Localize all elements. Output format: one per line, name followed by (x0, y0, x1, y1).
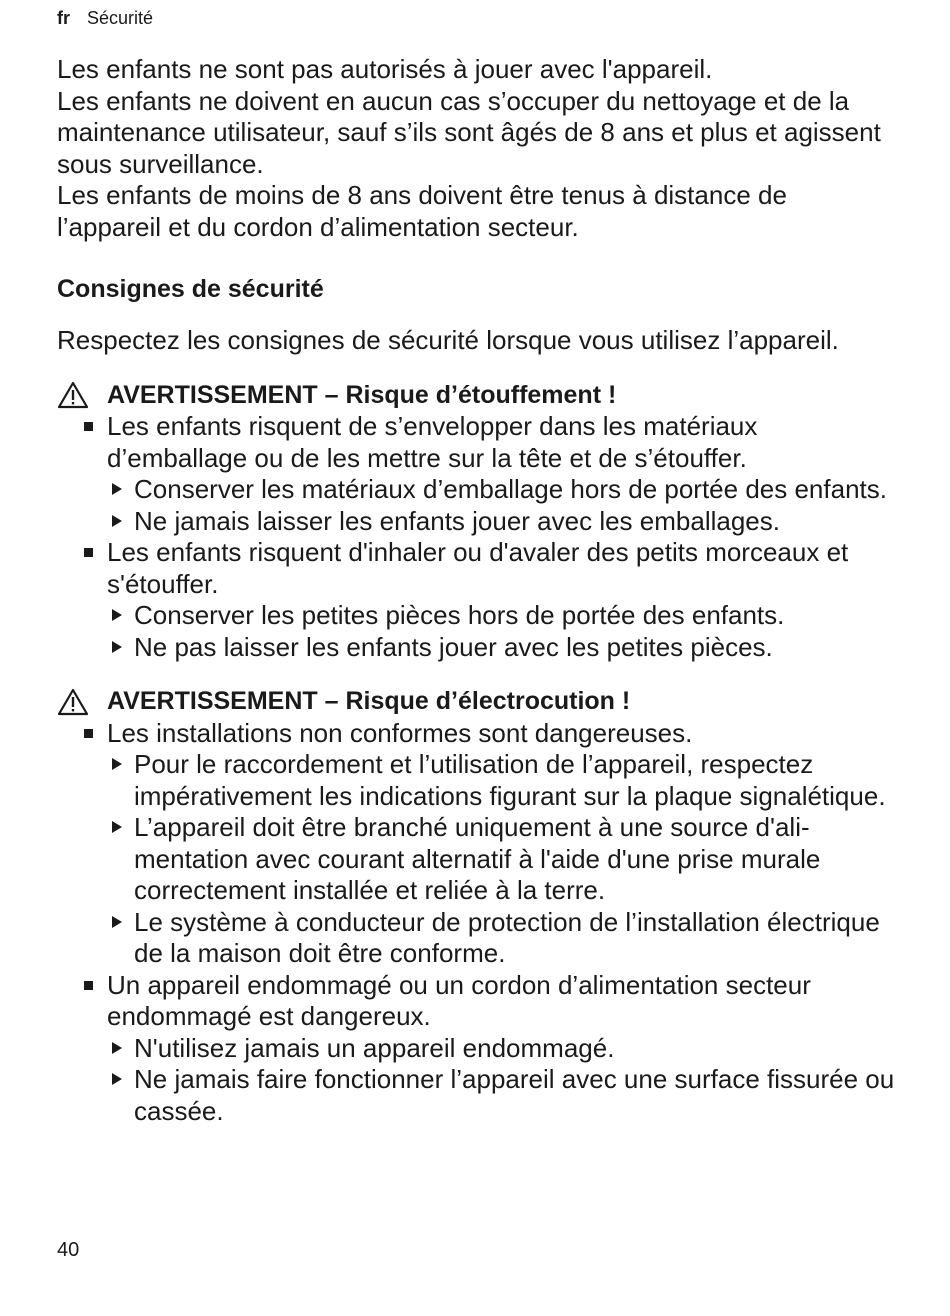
warning-item (57, 537, 897, 600)
action-step-text: Ne jamais laisser les enfants jouer avec les emballages. (134, 505, 780, 536)
action-step-text: Pour le raccordement et l’utilisation de l’appareil, respectez impérativement les indications figurant sur la plaque signalétique. (134, 749, 886, 811)
arrow-right-icon (112, 483, 122, 495)
action-step (57, 749, 897, 812)
action-step-text: Conserver les petites pièces hors de portée des enfants. (134, 600, 785, 630)
section-heading: Consignes de sécurité (57, 275, 324, 303)
action-step (57, 632, 897, 664)
page-number: 40 (57, 1239, 80, 1261)
action-step-text: Ne pas laisser les enfants jouer avec les petites pièces. (134, 631, 773, 662)
warning-item-text: Les enfants risquent de s’envelopper dans les matériaux d’emballage ou de les mettre sur la tête et de s’étouffer. (107, 411, 758, 473)
arrow-right-icon (112, 758, 122, 770)
page-header (57, 8, 153, 29)
action-step-text: N'utilisez jamais un appareil endommagé. (134, 1032, 615, 1063)
action-step-text: L’appareil doit être branché uniquement à une source d'alimentation avec courant alternatif à l'aide d'une prise murale correctement installée et reliée à la terre. (134, 812, 821, 905)
page-content (57, 54, 897, 1127)
action-step (57, 907, 897, 970)
action-step-text: Le système à conducteur de protection de l’installation électrique de la maison doit être conforme. (134, 906, 880, 968)
action-step (57, 1064, 897, 1127)
arrow-right-icon (112, 1042, 122, 1054)
arrow-right-icon (112, 821, 122, 833)
intro-paragraph: Les enfants de moins de 8 ans doivent être tenus à distance de l’appareil et du cordon d’alimentation secteur. (57, 180, 787, 242)
arrow-right-icon (112, 609, 122, 621)
section-intro: Respectez les consignes de sécurité lorsque vous utilisez l’appareil. (57, 325, 839, 355)
bullet-square-icon (84, 729, 93, 738)
warning-suffocation (57, 380, 897, 664)
warning-triangle-icon (57, 688, 89, 716)
warning-item-text: Les enfants risquent d'inhaler ou d'avaler des petits morceaux et s'étouffer. (107, 537, 849, 599)
warning-title: AVERTISSEMENT – Risque d’électrocution ! (107, 687, 631, 715)
action-step (57, 506, 897, 538)
warning-electrocution (57, 686, 897, 1127)
warning-item (57, 970, 897, 1033)
arrow-right-icon (112, 1073, 122, 1085)
bullet-square-icon (84, 548, 93, 557)
warning-triangle-icon (57, 381, 89, 409)
warning-item-text: Les installations non conformes sont dangereuses. (107, 717, 693, 748)
section-name: Sécurité (87, 8, 154, 28)
intro-paragraph: Les enfants ne doivent en aucun cas s’occuper du nettoyage et de la maintenance utilisateur, sauf s’ils sont âgés de 8 ans et plus et agissent sous surveillance. (57, 85, 881, 179)
warning-item (57, 411, 897, 474)
action-step-text: Conserver les matériaux d’emballage hors de portée des enfants. (134, 474, 887, 504)
action-step (57, 600, 897, 632)
action-step-text: Ne jamais faire fonctionner l’appareil avec une surface fissurée ou cassée. (134, 1064, 895, 1126)
action-step (57, 1033, 897, 1065)
bullet-square-icon (84, 981, 93, 990)
warning-item (57, 718, 897, 750)
arrow-right-icon (112, 641, 122, 653)
arrow-right-icon (112, 916, 122, 928)
intro-paragraph: Les enfants ne sont pas autorisés à jouer avec l'appareil. (57, 54, 713, 84)
action-step (57, 812, 897, 907)
warning-title: AVERTISSEMENT – Risque d’étouffement ! (107, 380, 617, 409)
action-step (57, 474, 897, 506)
language-code: fr (57, 8, 70, 28)
bullet-square-icon (84, 422, 93, 431)
warning-item-text: Un appareil endommagé ou un cordon d’alimentation secteur endommagé est dangereux. (107, 969, 811, 1031)
arrow-right-icon (112, 515, 122, 527)
